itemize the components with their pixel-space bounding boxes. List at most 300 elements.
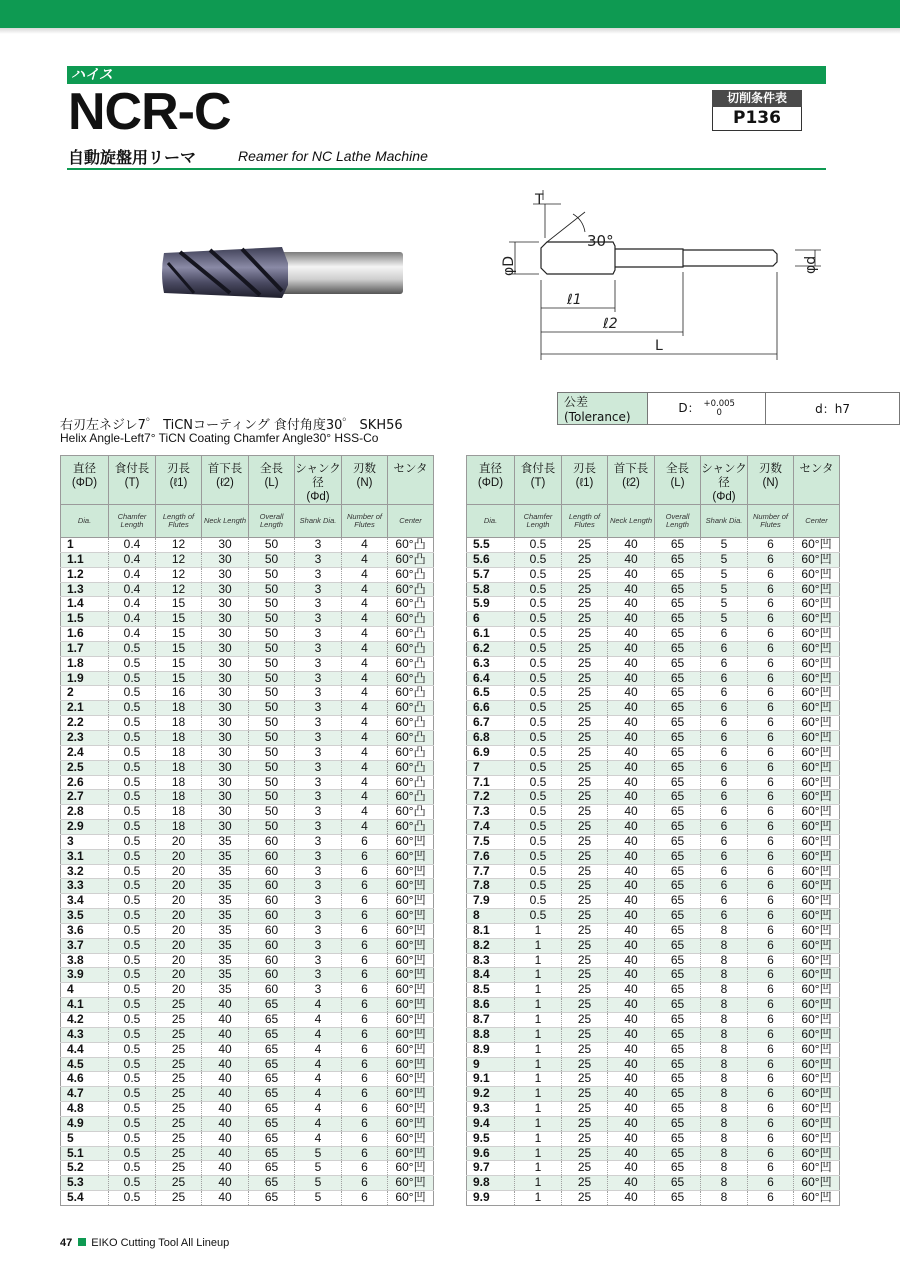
diameter-cell: 7.8 bbox=[467, 879, 515, 894]
table-cell: 5 bbox=[701, 582, 748, 597]
table-cell: 40 bbox=[608, 923, 655, 938]
column-header-symbol: (ΦD) bbox=[477, 477, 504, 489]
column-header-en-text: Length of Flutes bbox=[568, 511, 601, 529]
table-row bbox=[467, 820, 840, 835]
diameter-cell: 5 bbox=[61, 1131, 109, 1146]
column-header-en-text: Length of Flutes bbox=[162, 511, 195, 529]
table-row bbox=[467, 953, 840, 968]
table-cell: 20 bbox=[156, 849, 202, 864]
table-cell: 4 bbox=[342, 701, 388, 716]
table-cell: 6 bbox=[748, 983, 794, 998]
column-header-symbol: (ℓ1) bbox=[575, 477, 594, 489]
table-cell: 6 bbox=[342, 849, 388, 864]
table-cell: 60°凹 bbox=[388, 834, 434, 849]
table-cell: 60°凹 bbox=[794, 641, 840, 656]
diameter-cell: 3.4 bbox=[61, 894, 109, 909]
table-cell: 4 bbox=[295, 1072, 342, 1087]
table-cell: 60°凸 bbox=[388, 730, 434, 745]
table-cell: 15 bbox=[156, 612, 202, 627]
table-cell: 40 bbox=[608, 820, 655, 835]
table-cell: 60°凹 bbox=[794, 909, 840, 924]
table-cell: 6 bbox=[701, 716, 748, 731]
table-row bbox=[467, 775, 840, 790]
table-cell: 65 bbox=[655, 701, 701, 716]
table-cell: 35 bbox=[202, 894, 249, 909]
table-cell: 0.5 bbox=[109, 938, 156, 953]
table-row bbox=[61, 538, 434, 553]
column-header-jp: 全長 bbox=[666, 463, 689, 475]
table-row bbox=[61, 775, 434, 790]
table-cell: 65 bbox=[655, 567, 701, 582]
diameter-cell: 1.5 bbox=[61, 612, 109, 627]
table-row bbox=[467, 627, 840, 642]
table-cell: 8 bbox=[701, 953, 748, 968]
table-cell: 65 bbox=[655, 1013, 701, 1028]
column-header-en bbox=[562, 505, 608, 538]
table-cell: 65 bbox=[655, 1027, 701, 1042]
table-cell: 0.5 bbox=[515, 820, 562, 835]
table-cell: 5 bbox=[295, 1161, 342, 1176]
table-cell: 3 bbox=[295, 552, 342, 567]
table-cell: 4 bbox=[342, 538, 388, 553]
table-cell: 6 bbox=[748, 597, 794, 612]
column-header-en bbox=[109, 505, 156, 538]
table-cell: 60°凸 bbox=[388, 790, 434, 805]
table-cell: 25 bbox=[562, 1191, 608, 1206]
table-cell: 25 bbox=[562, 998, 608, 1013]
diameter-cell: 8.4 bbox=[467, 968, 515, 983]
table-cell: 30 bbox=[202, 627, 249, 642]
table-row bbox=[61, 1176, 434, 1191]
diameter-cell: 1.7 bbox=[61, 641, 109, 656]
table-cell: 6 bbox=[748, 923, 794, 938]
table-cell: 3 bbox=[295, 701, 342, 716]
table-row bbox=[61, 923, 434, 938]
table-cell: 60°凹 bbox=[388, 1057, 434, 1072]
diameter-cell: 4.4 bbox=[61, 1042, 109, 1057]
table-cell: 0.5 bbox=[109, 968, 156, 983]
tolerance-D-prefix: D： bbox=[678, 401, 700, 416]
table-cell: 50 bbox=[249, 552, 295, 567]
table-cell: 30 bbox=[202, 582, 249, 597]
table-cell: 25 bbox=[562, 790, 608, 805]
table-cell: 6 bbox=[342, 879, 388, 894]
table-cell: 65 bbox=[249, 1116, 295, 1131]
table-cell: 30 bbox=[202, 730, 249, 745]
table-cell: 50 bbox=[249, 627, 295, 642]
table-cell: 60 bbox=[249, 923, 295, 938]
table-cell: 0.4 bbox=[109, 538, 156, 553]
table-row bbox=[61, 612, 434, 627]
table-cell: 60°凹 bbox=[794, 671, 840, 686]
table-cell: 60°凹 bbox=[388, 923, 434, 938]
table-cell: 40 bbox=[608, 834, 655, 849]
diameter-cell: 3 bbox=[61, 834, 109, 849]
table-row bbox=[61, 1087, 434, 1102]
table-cell: 60°凹 bbox=[794, 790, 840, 805]
table-cell: 18 bbox=[156, 701, 202, 716]
table-cell: 65 bbox=[249, 1027, 295, 1042]
table-cell: 0.5 bbox=[515, 849, 562, 864]
diameter-cell: 5.3 bbox=[61, 1176, 109, 1191]
diameter-cell: 4.8 bbox=[61, 1102, 109, 1117]
table-cell: 6 bbox=[748, 938, 794, 953]
table-cell: 30 bbox=[202, 790, 249, 805]
table-cell: 60°凹 bbox=[794, 1176, 840, 1191]
table-cell: 6 bbox=[342, 998, 388, 1013]
table-cell: 3 bbox=[295, 567, 342, 582]
table-cell: 6 bbox=[748, 953, 794, 968]
table-cell: 0.5 bbox=[515, 538, 562, 553]
table-cell: 4 bbox=[295, 1102, 342, 1117]
column-header-en bbox=[388, 505, 434, 538]
table-cell: 1 bbox=[515, 1072, 562, 1087]
diameter-cell: 7.4 bbox=[467, 820, 515, 835]
subtitle-jp: 自動旋盤用リーマ bbox=[68, 148, 197, 167]
table-cell: 65 bbox=[655, 1087, 701, 1102]
tolerance-D-lower: 0 bbox=[716, 407, 722, 418]
table-cell: 5 bbox=[295, 1146, 342, 1161]
diameter-cell: 2.4 bbox=[61, 745, 109, 760]
column-header-jp: センタ bbox=[799, 463, 834, 475]
table-row bbox=[61, 686, 434, 701]
diameter-cell: 2.7 bbox=[61, 790, 109, 805]
table-row bbox=[61, 641, 434, 656]
column-header-en bbox=[249, 505, 295, 538]
table-cell: 0.4 bbox=[109, 597, 156, 612]
column-header bbox=[655, 456, 701, 505]
table-row bbox=[61, 879, 434, 894]
column-header-en-text: Neck Length bbox=[609, 515, 653, 525]
table-cell: 65 bbox=[249, 1131, 295, 1146]
table-cell: 60°凹 bbox=[794, 1072, 840, 1087]
table-cell: 4 bbox=[295, 998, 342, 1013]
table-cell: 60°凹 bbox=[794, 1042, 840, 1057]
table-cell: 6 bbox=[748, 790, 794, 805]
table-cell: 6 bbox=[342, 1057, 388, 1072]
table-cell: 4 bbox=[342, 716, 388, 731]
table-cell: 25 bbox=[156, 1042, 202, 1057]
table-cell: 8 bbox=[701, 1146, 748, 1161]
table-cell: 4 bbox=[342, 597, 388, 612]
column-header bbox=[61, 456, 109, 505]
column-header-jp: センタ bbox=[393, 463, 428, 475]
table-cell: 5 bbox=[701, 612, 748, 627]
spec-table-left bbox=[60, 455, 434, 1206]
table-cell: 1 bbox=[515, 1013, 562, 1028]
diameter-cell: 1.4 bbox=[61, 597, 109, 612]
table-cell: 60°凸 bbox=[388, 671, 434, 686]
table-cell: 0.5 bbox=[109, 745, 156, 760]
table-cell: 15 bbox=[156, 671, 202, 686]
table-cell: 30 bbox=[202, 775, 249, 790]
table-cell: 0.5 bbox=[515, 894, 562, 909]
table-row bbox=[61, 1116, 434, 1131]
diameter-cell: 4 bbox=[61, 983, 109, 998]
table-cell: 65 bbox=[249, 1087, 295, 1102]
column-header-en-text: Overall Length bbox=[259, 511, 284, 529]
diameter-cell: 2 bbox=[61, 686, 109, 701]
table-cell: 60°凹 bbox=[388, 1102, 434, 1117]
column-header-en-text: Center bbox=[805, 515, 828, 525]
table-cell: 25 bbox=[562, 820, 608, 835]
table-cell: 0.5 bbox=[109, 656, 156, 671]
table-row bbox=[467, 716, 840, 731]
table-cell: 20 bbox=[156, 983, 202, 998]
diameter-cell: 8.7 bbox=[467, 1013, 515, 1028]
diameter-cell: 2.1 bbox=[61, 701, 109, 716]
table-cell: 8 bbox=[701, 1072, 748, 1087]
column-header-en-text: Chamfer Length bbox=[523, 511, 553, 529]
table-cell: 40 bbox=[608, 805, 655, 820]
table-row bbox=[467, 909, 840, 924]
table-cell: 6 bbox=[748, 1191, 794, 1206]
table-cell: 6 bbox=[701, 820, 748, 835]
title-rule bbox=[67, 168, 826, 170]
table-cell: 6 bbox=[748, 834, 794, 849]
table-cell: 1 bbox=[515, 1191, 562, 1206]
table-cell: 60 bbox=[249, 894, 295, 909]
table-row bbox=[467, 538, 840, 553]
table-cell: 1 bbox=[515, 923, 562, 938]
table-cell: 60°凹 bbox=[388, 1027, 434, 1042]
table-cell: 0.4 bbox=[109, 552, 156, 567]
table-row bbox=[467, 894, 840, 909]
table-cell: 40 bbox=[608, 968, 655, 983]
table-cell: 60 bbox=[249, 968, 295, 983]
table-row bbox=[61, 701, 434, 716]
table-cell: 6 bbox=[748, 1102, 794, 1117]
table-cell: 4 bbox=[342, 552, 388, 567]
diameter-cell: 3.5 bbox=[61, 909, 109, 924]
table-cell: 65 bbox=[249, 1072, 295, 1087]
table-cell: 60°凹 bbox=[794, 879, 840, 894]
table-cell: 6 bbox=[748, 612, 794, 627]
table-cell: 65 bbox=[655, 849, 701, 864]
table-cell: 40 bbox=[608, 1146, 655, 1161]
diameter-cell: 9.4 bbox=[467, 1116, 515, 1131]
table-cell: 4 bbox=[342, 686, 388, 701]
table-cell: 4 bbox=[342, 745, 388, 760]
table-cell: 35 bbox=[202, 983, 249, 998]
table-cell: 0.5 bbox=[109, 820, 156, 835]
table-cell: 60°凹 bbox=[794, 1146, 840, 1161]
column-header-en bbox=[295, 505, 342, 538]
table-cell: 40 bbox=[608, 671, 655, 686]
table-row bbox=[467, 730, 840, 745]
table-cell: 40 bbox=[202, 1013, 249, 1028]
table-cell: 1 bbox=[515, 1042, 562, 1057]
table-row bbox=[467, 1131, 840, 1146]
table-cell: 1 bbox=[515, 938, 562, 953]
table-cell: 60 bbox=[249, 909, 295, 924]
table-cell: 4 bbox=[342, 671, 388, 686]
table-cell: 65 bbox=[655, 716, 701, 731]
table-cell: 6 bbox=[748, 864, 794, 879]
table-cell: 4 bbox=[295, 1027, 342, 1042]
diameter-cell: 9.7 bbox=[467, 1161, 515, 1176]
column-header-en-text: Number of Flutes bbox=[752, 511, 788, 529]
column-header-en bbox=[156, 505, 202, 538]
table-row bbox=[467, 612, 840, 627]
diameter-cell: 1.6 bbox=[61, 627, 109, 642]
table-cell: 50 bbox=[249, 567, 295, 582]
table-cell: 25 bbox=[562, 983, 608, 998]
table-cell: 65 bbox=[655, 1042, 701, 1057]
column-header-symbol: (ℓ2) bbox=[622, 477, 640, 489]
diameter-cell: 6.5 bbox=[467, 686, 515, 701]
product-title: NCR-C bbox=[68, 83, 231, 141]
diameter-cell: 1.8 bbox=[61, 656, 109, 671]
table-cell: 18 bbox=[156, 820, 202, 835]
table-cell: 0.5 bbox=[109, 1072, 156, 1087]
table-cell: 60°凹 bbox=[388, 1042, 434, 1057]
table-cell: 60°凸 bbox=[388, 820, 434, 835]
table-cell: 60 bbox=[249, 938, 295, 953]
table-cell: 6 bbox=[748, 820, 794, 835]
table-cell: 3 bbox=[295, 879, 342, 894]
diameter-cell: 7.3 bbox=[467, 805, 515, 820]
table-cell: 60°凹 bbox=[388, 1116, 434, 1131]
table-cell: 0.5 bbox=[109, 641, 156, 656]
table-cell: 1 bbox=[515, 953, 562, 968]
table-cell: 0.5 bbox=[109, 1116, 156, 1131]
table-cell: 40 bbox=[608, 849, 655, 864]
table-row bbox=[467, 1013, 840, 1028]
table-row bbox=[61, 938, 434, 953]
diameter-cell: 5.4 bbox=[61, 1191, 109, 1206]
table-cell: 6 bbox=[701, 671, 748, 686]
table-cell: 0.5 bbox=[515, 790, 562, 805]
table-cell: 30 bbox=[202, 701, 249, 716]
table-cell: 6 bbox=[748, 552, 794, 567]
tolerance-label: 公差(Tolerance) bbox=[558, 393, 648, 425]
table-cell: 40 bbox=[608, 641, 655, 656]
column-header bbox=[515, 456, 562, 505]
table-row bbox=[61, 671, 434, 686]
column-header-en bbox=[467, 505, 515, 538]
table-cell: 65 bbox=[249, 1057, 295, 1072]
table-cell: 6 bbox=[342, 1027, 388, 1042]
table-cell: 15 bbox=[156, 627, 202, 642]
column-header-en bbox=[61, 505, 109, 538]
table-cell: 40 bbox=[608, 745, 655, 760]
table-cell: 3 bbox=[295, 894, 342, 909]
table-row bbox=[61, 1146, 434, 1161]
table-cell: 4 bbox=[342, 641, 388, 656]
label-l1: ℓ1 bbox=[567, 292, 582, 308]
table-cell: 40 bbox=[608, 1102, 655, 1117]
badge-page-ref[interactable]: P136 bbox=[712, 107, 802, 131]
table-cell: 0.5 bbox=[109, 1042, 156, 1057]
cutting-conditions-badge[interactable] bbox=[712, 90, 802, 131]
table-cell: 65 bbox=[655, 552, 701, 567]
tolerance-D-upper: +0.005 bbox=[703, 398, 735, 409]
column-header bbox=[295, 456, 342, 505]
table-cell: 60°凹 bbox=[388, 998, 434, 1013]
column-header-en-text: Shank Dia. bbox=[299, 515, 337, 525]
column-header bbox=[701, 456, 748, 505]
table-cell: 65 bbox=[249, 1146, 295, 1161]
table-cell: 25 bbox=[562, 953, 608, 968]
column-header bbox=[794, 456, 840, 505]
table-cell: 60°凹 bbox=[794, 834, 840, 849]
table-cell: 25 bbox=[562, 1057, 608, 1072]
table-cell: 35 bbox=[202, 938, 249, 953]
table-cell: 25 bbox=[562, 864, 608, 879]
table-cell: 60°凹 bbox=[388, 849, 434, 864]
table-cell: 35 bbox=[202, 923, 249, 938]
table-cell: 25 bbox=[562, 641, 608, 656]
column-header bbox=[156, 456, 202, 505]
table-cell: 6 bbox=[342, 909, 388, 924]
table-cell: 4 bbox=[342, 790, 388, 805]
table-cell: 4 bbox=[342, 805, 388, 820]
table-cell: 20 bbox=[156, 834, 202, 849]
column-header-jp: 直径 bbox=[479, 463, 502, 475]
table-cell: 25 bbox=[562, 716, 608, 731]
table-cell: 3 bbox=[295, 671, 342, 686]
table-cell: 60°凹 bbox=[388, 968, 434, 983]
table-cell: 4 bbox=[295, 1057, 342, 1072]
table-cell: 20 bbox=[156, 938, 202, 953]
table-cell: 0.5 bbox=[515, 582, 562, 597]
table-cell: 65 bbox=[655, 1161, 701, 1176]
table-cell: 40 bbox=[608, 627, 655, 642]
table-cell: 6 bbox=[342, 1191, 388, 1206]
column-header-jp: シャンク径 bbox=[701, 463, 747, 489]
table-cell: 0.5 bbox=[109, 879, 156, 894]
table-cell: 30 bbox=[202, 641, 249, 656]
table-cell: 3 bbox=[295, 805, 342, 820]
table-cell: 60°凹 bbox=[794, 849, 840, 864]
table-cell: 40 bbox=[608, 790, 655, 805]
table-row bbox=[467, 1042, 840, 1057]
diameter-cell: 1.1 bbox=[61, 552, 109, 567]
table-row bbox=[61, 1013, 434, 1028]
table-cell: 5 bbox=[701, 567, 748, 582]
table-cell: 6 bbox=[701, 894, 748, 909]
table-cell: 60°凹 bbox=[794, 567, 840, 582]
table-row bbox=[467, 1072, 840, 1087]
table-cell: 20 bbox=[156, 923, 202, 938]
table-cell: 60°凹 bbox=[388, 1176, 434, 1191]
table-row bbox=[61, 834, 434, 849]
table-row bbox=[61, 894, 434, 909]
table-cell: 6 bbox=[342, 923, 388, 938]
table-cell: 40 bbox=[202, 1072, 249, 1087]
table-cell: 60°凹 bbox=[388, 1013, 434, 1028]
table-cell: 40 bbox=[202, 1116, 249, 1131]
table-cell: 6 bbox=[701, 909, 748, 924]
diameter-cell: 9 bbox=[467, 1057, 515, 1072]
table-cell: 65 bbox=[655, 820, 701, 835]
table-cell: 0.5 bbox=[109, 923, 156, 938]
table-cell: 25 bbox=[562, 656, 608, 671]
table-cell: 65 bbox=[655, 953, 701, 968]
table-cell: 25 bbox=[562, 1131, 608, 1146]
table-cell: 3 bbox=[295, 953, 342, 968]
column-header-symbol: (Φd) bbox=[712, 491, 736, 503]
table-cell: 0.5 bbox=[109, 730, 156, 745]
table-cell: 12 bbox=[156, 582, 202, 597]
table-cell: 0.5 bbox=[109, 1161, 156, 1176]
table-cell: 4 bbox=[295, 1013, 342, 1028]
table-cell: 0.5 bbox=[515, 671, 562, 686]
table-cell: 65 bbox=[655, 1102, 701, 1117]
table-cell: 30 bbox=[202, 760, 249, 775]
table-cell: 25 bbox=[156, 1116, 202, 1131]
